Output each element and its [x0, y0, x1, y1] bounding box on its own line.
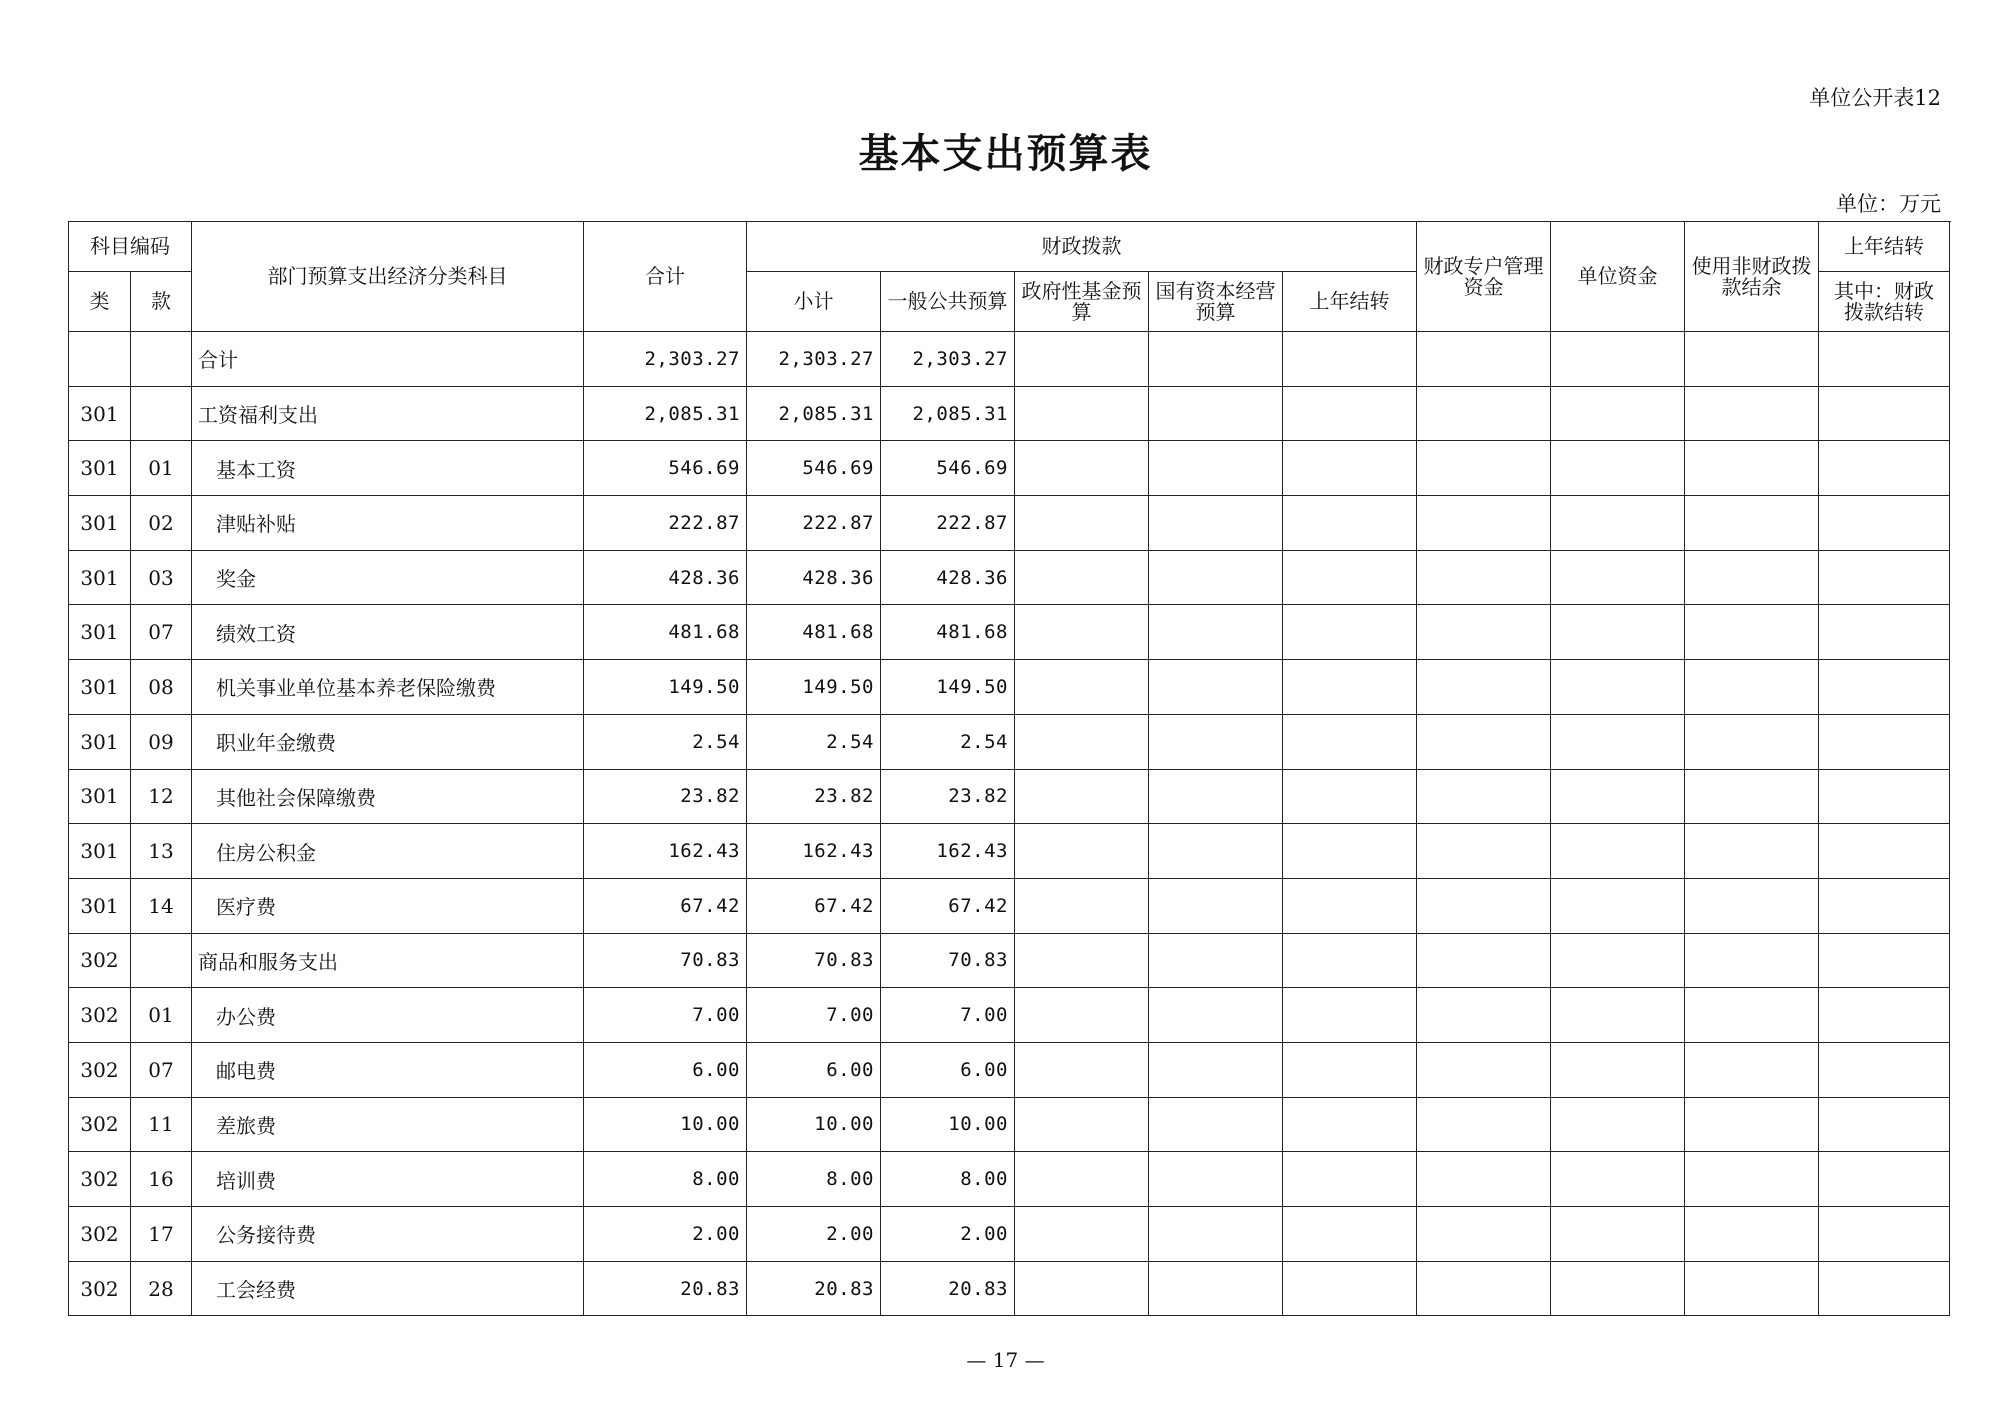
cell-state-capital-budget — [1149, 1042, 1283, 1097]
cell-subject: 住房公积金 — [192, 824, 584, 879]
table-row — [69, 1042, 1950, 1097]
cell-gov-fund-budget — [1015, 1097, 1149, 1152]
cell-class: 301 — [69, 496, 131, 551]
table-row — [69, 1152, 1950, 1207]
table-row — [69, 933, 1950, 988]
cell-total: 149.50 — [584, 660, 747, 715]
unit-label: 单位：万元 — [1836, 192, 1941, 216]
cell-non-fiscal-balance — [1551, 1097, 1685, 1152]
cell-unit-funds — [1417, 824, 1551, 879]
cell-class: 302 — [69, 1261, 131, 1316]
cell-non-fiscal-balance — [1551, 1152, 1685, 1207]
cell-subject: 工会经费 — [192, 1261, 584, 1316]
cell-subtotal: 162.43 — [747, 824, 881, 879]
cell-total: 2,085.31 — [584, 386, 747, 441]
cell-last-year — [1685, 332, 1819, 387]
cell-item: 11 — [131, 1097, 192, 1152]
header-subtotal: 小计 — [747, 272, 881, 332]
cell-gov-fund-budget — [1015, 550, 1149, 605]
budget-table — [68, 221, 1950, 1316]
cell-non-fiscal-balance — [1551, 1042, 1685, 1097]
cell-non-fiscal-balance — [1551, 332, 1685, 387]
cell-last-year-fiscal — [1819, 988, 1950, 1043]
cell-last-year — [1685, 933, 1819, 988]
cell-gov-fund-budget — [1015, 878, 1149, 933]
cell-last-year-fiscal — [1819, 1207, 1950, 1262]
table-row — [69, 605, 1950, 660]
cell-unit-funds — [1417, 1261, 1551, 1316]
cell-total: 428.36 — [584, 550, 747, 605]
cell-state-capital-budget — [1149, 988, 1283, 1043]
cell-class: 301 — [69, 441, 131, 496]
cell-subject: 医疗费 — [192, 878, 584, 933]
header-fiscal-group: 财政拨款 — [747, 222, 1417, 272]
cell-subtotal: 481.68 — [747, 605, 881, 660]
header-last-year-fiscal: 其中：财政拨款结转 — [1819, 272, 1950, 332]
cell-last-year — [1685, 605, 1819, 660]
cell-class: 302 — [69, 1097, 131, 1152]
cell-last-year-fiscal — [1819, 1261, 1950, 1316]
table-row — [69, 441, 1950, 496]
cell-unit-funds — [1417, 769, 1551, 824]
cell-general-budget: 8.00 — [881, 1152, 1015, 1207]
cell-general-budget: 2.54 — [881, 714, 1015, 769]
cell-class: 302 — [69, 1152, 131, 1207]
cell-last-year — [1685, 988, 1819, 1043]
cell-last-year-fiscal — [1819, 1042, 1950, 1097]
cell-class: 301 — [69, 878, 131, 933]
cell-subject: 奖金 — [192, 550, 584, 605]
cell-unit-funds — [1417, 1097, 1551, 1152]
table-row — [69, 878, 1950, 933]
cell-last-year — [1685, 550, 1819, 605]
cell-subject: 差旅费 — [192, 1097, 584, 1152]
cell-gov-fund-budget — [1015, 824, 1149, 879]
cell-unit-funds — [1417, 660, 1551, 715]
cell-last-year — [1685, 1097, 1819, 1152]
cell-subject: 机关事业单位基本养老保险缴费 — [192, 660, 584, 715]
cell-class: 302 — [69, 933, 131, 988]
cell-special-account — [1283, 1042, 1417, 1097]
cell-unit-funds — [1417, 1207, 1551, 1262]
cell-special-account — [1283, 1152, 1417, 1207]
cell-gov-fund-budget — [1015, 1207, 1149, 1262]
cell-class: 301 — [69, 769, 131, 824]
cell-subject: 基本工资 — [192, 441, 584, 496]
cell-general-budget: 20.83 — [881, 1261, 1015, 1316]
cell-last-year — [1685, 824, 1819, 879]
cell-total: 546.69 — [584, 441, 747, 496]
cell-subtotal: 6.00 — [747, 1042, 881, 1097]
cell-gov-fund-budget — [1015, 605, 1149, 660]
cell-non-fiscal-balance — [1551, 496, 1685, 551]
cell-item: 02 — [131, 496, 192, 551]
cell-subject: 津贴补贴 — [192, 496, 584, 551]
cell-gov-fund-budget — [1015, 386, 1149, 441]
cell-total: 6.00 — [584, 1042, 747, 1097]
header-subject: 部门预算支出经济分类科目 — [192, 222, 584, 332]
cell-gov-fund-budget — [1015, 1042, 1149, 1097]
cell-last-year-fiscal — [1819, 878, 1950, 933]
cell-non-fiscal-balance — [1551, 441, 1685, 496]
cell-state-capital-budget — [1149, 824, 1283, 879]
cell-unit-funds — [1417, 1042, 1551, 1097]
header-gov-fund-budget: 政府性基金预算 — [1015, 272, 1149, 332]
header-non-fiscal-balance: 使用非财政拨款结余 — [1685, 222, 1819, 332]
cell-general-budget: 149.50 — [881, 660, 1015, 715]
table-row — [69, 496, 1950, 551]
cell-unit-funds — [1417, 933, 1551, 988]
cell-unit-funds — [1417, 332, 1551, 387]
cell-non-fiscal-balance — [1551, 824, 1685, 879]
cell-total: 10.00 — [584, 1097, 747, 1152]
table-row — [69, 1097, 1950, 1152]
cell-subject: 合计 — [192, 332, 584, 387]
cell-class: 301 — [69, 550, 131, 605]
cell-gov-fund-budget — [1015, 714, 1149, 769]
cell-state-capital-budget — [1149, 933, 1283, 988]
cell-general-budget: 481.68 — [881, 605, 1015, 660]
cell-last-year-fiscal — [1819, 332, 1950, 387]
cell-last-year-fiscal — [1819, 660, 1950, 715]
cell-last-year — [1685, 441, 1819, 496]
table-row — [69, 1261, 1950, 1316]
cell-last-year-fiscal — [1819, 769, 1950, 824]
cell-last-year-fiscal — [1819, 933, 1950, 988]
cell-gov-fund-budget — [1015, 1152, 1149, 1207]
header-last-year: 上年结转 — [1283, 272, 1417, 332]
cell-item: 09 — [131, 714, 192, 769]
cell-subject: 公务接待费 — [192, 1207, 584, 1262]
cell-subtotal: 8.00 — [747, 1152, 881, 1207]
cell-special-account — [1283, 824, 1417, 879]
cell-last-year — [1685, 386, 1819, 441]
cell-item: 01 — [131, 441, 192, 496]
cell-item: 12 — [131, 769, 192, 824]
cell-gov-fund-budget — [1015, 933, 1149, 988]
cell-special-account — [1283, 878, 1417, 933]
cell-last-year-fiscal — [1819, 714, 1950, 769]
cell-item: 07 — [131, 1042, 192, 1097]
table-row — [69, 988, 1950, 1043]
cell-unit-funds — [1417, 496, 1551, 551]
cell-unit-funds — [1417, 441, 1551, 496]
cell-non-fiscal-balance — [1551, 878, 1685, 933]
table-row — [69, 660, 1950, 715]
header-state-capital-budget: 国有资本经营预算 — [1149, 272, 1283, 332]
cell-last-year — [1685, 878, 1819, 933]
cell-last-year — [1685, 1261, 1819, 1316]
cell-item: 03 — [131, 550, 192, 605]
cell-last-year — [1685, 1152, 1819, 1207]
cell-gov-fund-budget — [1015, 1261, 1149, 1316]
cell-special-account — [1283, 550, 1417, 605]
cell-general-budget: 67.42 — [881, 878, 1015, 933]
cell-class: 302 — [69, 1207, 131, 1262]
cell-item: 28 — [131, 1261, 192, 1316]
cell-general-budget: 2,303.27 — [881, 332, 1015, 387]
table-row — [69, 386, 1950, 441]
cell-item: 17 — [131, 1207, 192, 1262]
form-number: 单位公开表12 — [1809, 86, 1941, 110]
header-item: 款 — [131, 272, 192, 332]
cell-last-year — [1685, 1207, 1819, 1262]
cell-non-fiscal-balance — [1551, 605, 1685, 660]
cell-subtotal: 10.00 — [747, 1097, 881, 1152]
cell-special-account — [1283, 1261, 1417, 1316]
cell-state-capital-budget — [1149, 769, 1283, 824]
cell-general-budget: 428.36 — [881, 550, 1015, 605]
cell-non-fiscal-balance — [1551, 660, 1685, 715]
cell-item — [131, 332, 192, 387]
header-class: 类 — [69, 272, 131, 332]
cell-subtotal: 23.82 — [747, 769, 881, 824]
table-body — [69, 332, 1950, 1316]
cell-total: 8.00 — [584, 1152, 747, 1207]
cell-item: 08 — [131, 660, 192, 715]
cell-last-year-fiscal — [1819, 824, 1950, 879]
cell-class — [69, 332, 131, 387]
cell-subtotal: 222.87 — [747, 496, 881, 551]
cell-last-year — [1685, 1042, 1819, 1097]
cell-state-capital-budget — [1149, 441, 1283, 496]
cell-unit-funds — [1417, 550, 1551, 605]
cell-general-budget: 10.00 — [881, 1097, 1015, 1152]
table-row — [69, 1207, 1950, 1262]
table-row — [69, 550, 1950, 605]
cell-general-budget: 2.00 — [881, 1207, 1015, 1262]
cell-unit-funds — [1417, 988, 1551, 1043]
cell-special-account — [1283, 605, 1417, 660]
header-general-budget: 一般公共预算 — [881, 272, 1015, 332]
cell-special-account — [1283, 386, 1417, 441]
table-row — [69, 769, 1950, 824]
cell-state-capital-budget — [1149, 550, 1283, 605]
cell-last-year-fiscal — [1819, 1152, 1950, 1207]
cell-last-year-fiscal — [1819, 1097, 1950, 1152]
cell-special-account — [1283, 714, 1417, 769]
cell-last-year — [1685, 769, 1819, 824]
cell-general-budget: 162.43 — [881, 824, 1015, 879]
cell-subtotal: 428.36 — [747, 550, 881, 605]
cell-subject: 工资福利支出 — [192, 386, 584, 441]
cell-last-year — [1685, 496, 1819, 551]
cell-gov-fund-budget — [1015, 769, 1149, 824]
cell-total: 70.83 — [584, 933, 747, 988]
cell-special-account — [1283, 441, 1417, 496]
table-row — [69, 714, 1950, 769]
table-row — [69, 824, 1950, 879]
cell-last-year-fiscal — [1819, 605, 1950, 660]
cell-gov-fund-budget — [1015, 496, 1149, 551]
cell-general-budget: 70.83 — [881, 933, 1015, 988]
cell-non-fiscal-balance — [1551, 933, 1685, 988]
cell-last-year — [1685, 714, 1819, 769]
cell-state-capital-budget — [1149, 1207, 1283, 1262]
cell-subtotal: 2.00 — [747, 1207, 881, 1262]
cell-subtotal: 20.83 — [747, 1261, 881, 1316]
cell-total: 2.54 — [584, 714, 747, 769]
cell-special-account — [1283, 933, 1417, 988]
cell-subtotal: 546.69 — [747, 441, 881, 496]
cell-gov-fund-budget — [1015, 988, 1149, 1043]
cell-item: 13 — [131, 824, 192, 879]
cell-total: 23.82 — [584, 769, 747, 824]
cell-general-budget: 546.69 — [881, 441, 1015, 496]
header-row-1 — [69, 222, 1950, 272]
cell-unit-funds — [1417, 386, 1551, 441]
cell-unit-funds — [1417, 878, 1551, 933]
cell-state-capital-budget — [1149, 1097, 1283, 1152]
cell-non-fiscal-balance — [1551, 714, 1685, 769]
cell-subtotal: 70.83 — [747, 933, 881, 988]
cell-general-budget: 2,085.31 — [881, 386, 1015, 441]
cell-subject: 邮电费 — [192, 1042, 584, 1097]
cell-general-budget: 6.00 — [881, 1042, 1015, 1097]
cell-non-fiscal-balance — [1551, 1261, 1685, 1316]
cell-total: 7.00 — [584, 988, 747, 1043]
cell-general-budget: 23.82 — [881, 769, 1015, 824]
cell-special-account — [1283, 332, 1417, 387]
cell-non-fiscal-balance — [1551, 550, 1685, 605]
cell-subtotal: 2.54 — [747, 714, 881, 769]
cell-subtotal: 67.42 — [747, 878, 881, 933]
cell-item — [131, 933, 192, 988]
page-number: — 17 — — [966, 1348, 1045, 1372]
page-title: 基本支出预算表 — [858, 131, 1153, 177]
cell-gov-fund-budget — [1015, 441, 1149, 496]
cell-item: 07 — [131, 605, 192, 660]
cell-subject: 其他社会保障缴费 — [192, 769, 584, 824]
cell-subtotal: 2,085.31 — [747, 386, 881, 441]
cell-state-capital-budget — [1149, 714, 1283, 769]
cell-class: 302 — [69, 988, 131, 1043]
cell-last-year — [1685, 660, 1819, 715]
cell-total: 222.87 — [584, 496, 747, 551]
table-row — [69, 332, 1950, 387]
cell-state-capital-budget — [1149, 878, 1283, 933]
cell-state-capital-budget — [1149, 386, 1283, 441]
cell-class: 301 — [69, 714, 131, 769]
cell-general-budget: 222.87 — [881, 496, 1015, 551]
cell-subject: 商品和服务支出 — [192, 933, 584, 988]
cell-special-account — [1283, 660, 1417, 715]
cell-special-account — [1283, 1207, 1417, 1262]
cell-class: 301 — [69, 824, 131, 879]
cell-non-fiscal-balance — [1551, 386, 1685, 441]
cell-total: 162.43 — [584, 824, 747, 879]
cell-non-fiscal-balance — [1551, 1207, 1685, 1262]
cell-state-capital-budget — [1149, 1152, 1283, 1207]
cell-last-year-fiscal — [1819, 386, 1950, 441]
cell-class: 301 — [69, 386, 131, 441]
header-code-group: 科目编码 — [69, 222, 192, 272]
cell-gov-fund-budget — [1015, 660, 1149, 715]
cell-gov-fund-budget — [1015, 332, 1149, 387]
header-last-year-group: 上年结转 — [1819, 222, 1950, 272]
cell-general-budget: 7.00 — [881, 988, 1015, 1043]
cell-special-account — [1283, 769, 1417, 824]
cell-unit-funds — [1417, 605, 1551, 660]
cell-unit-funds — [1417, 1152, 1551, 1207]
cell-state-capital-budget — [1149, 496, 1283, 551]
cell-total: 2,303.27 — [584, 332, 747, 387]
cell-total: 67.42 — [584, 878, 747, 933]
cell-total: 481.68 — [584, 605, 747, 660]
cell-total: 20.83 — [584, 1261, 747, 1316]
header-unit-funds: 单位资金 — [1551, 222, 1685, 332]
cell-last-year-fiscal — [1819, 550, 1950, 605]
cell-item — [131, 386, 192, 441]
cell-subtotal: 7.00 — [747, 988, 881, 1043]
cell-class: 301 — [69, 660, 131, 715]
cell-state-capital-budget — [1149, 660, 1283, 715]
cell-item: 14 — [131, 878, 192, 933]
cell-special-account — [1283, 988, 1417, 1043]
cell-last-year-fiscal — [1819, 496, 1950, 551]
cell-state-capital-budget — [1149, 332, 1283, 387]
cell-subject: 办公费 — [192, 988, 584, 1043]
cell-subtotal: 149.50 — [747, 660, 881, 715]
cell-special-account — [1283, 1097, 1417, 1152]
cell-special-account — [1283, 496, 1417, 551]
cell-non-fiscal-balance — [1551, 769, 1685, 824]
cell-state-capital-budget — [1149, 605, 1283, 660]
cell-total: 2.00 — [584, 1207, 747, 1262]
cell-subtotal: 2,303.27 — [747, 332, 881, 387]
cell-non-fiscal-balance — [1551, 988, 1685, 1043]
cell-last-year-fiscal — [1819, 441, 1950, 496]
cell-subject: 培训费 — [192, 1152, 584, 1207]
cell-item: 16 — [131, 1152, 192, 1207]
header-special-account: 财政专户管理资金 — [1417, 222, 1551, 332]
header-total: 合计 — [584, 222, 747, 332]
cell-class: 301 — [69, 605, 131, 660]
cell-subject: 职业年金缴费 — [192, 714, 584, 769]
cell-subject: 绩效工资 — [192, 605, 584, 660]
cell-state-capital-budget — [1149, 1261, 1283, 1316]
cell-item: 01 — [131, 988, 192, 1043]
cell-class: 302 — [69, 1042, 131, 1097]
cell-unit-funds — [1417, 714, 1551, 769]
